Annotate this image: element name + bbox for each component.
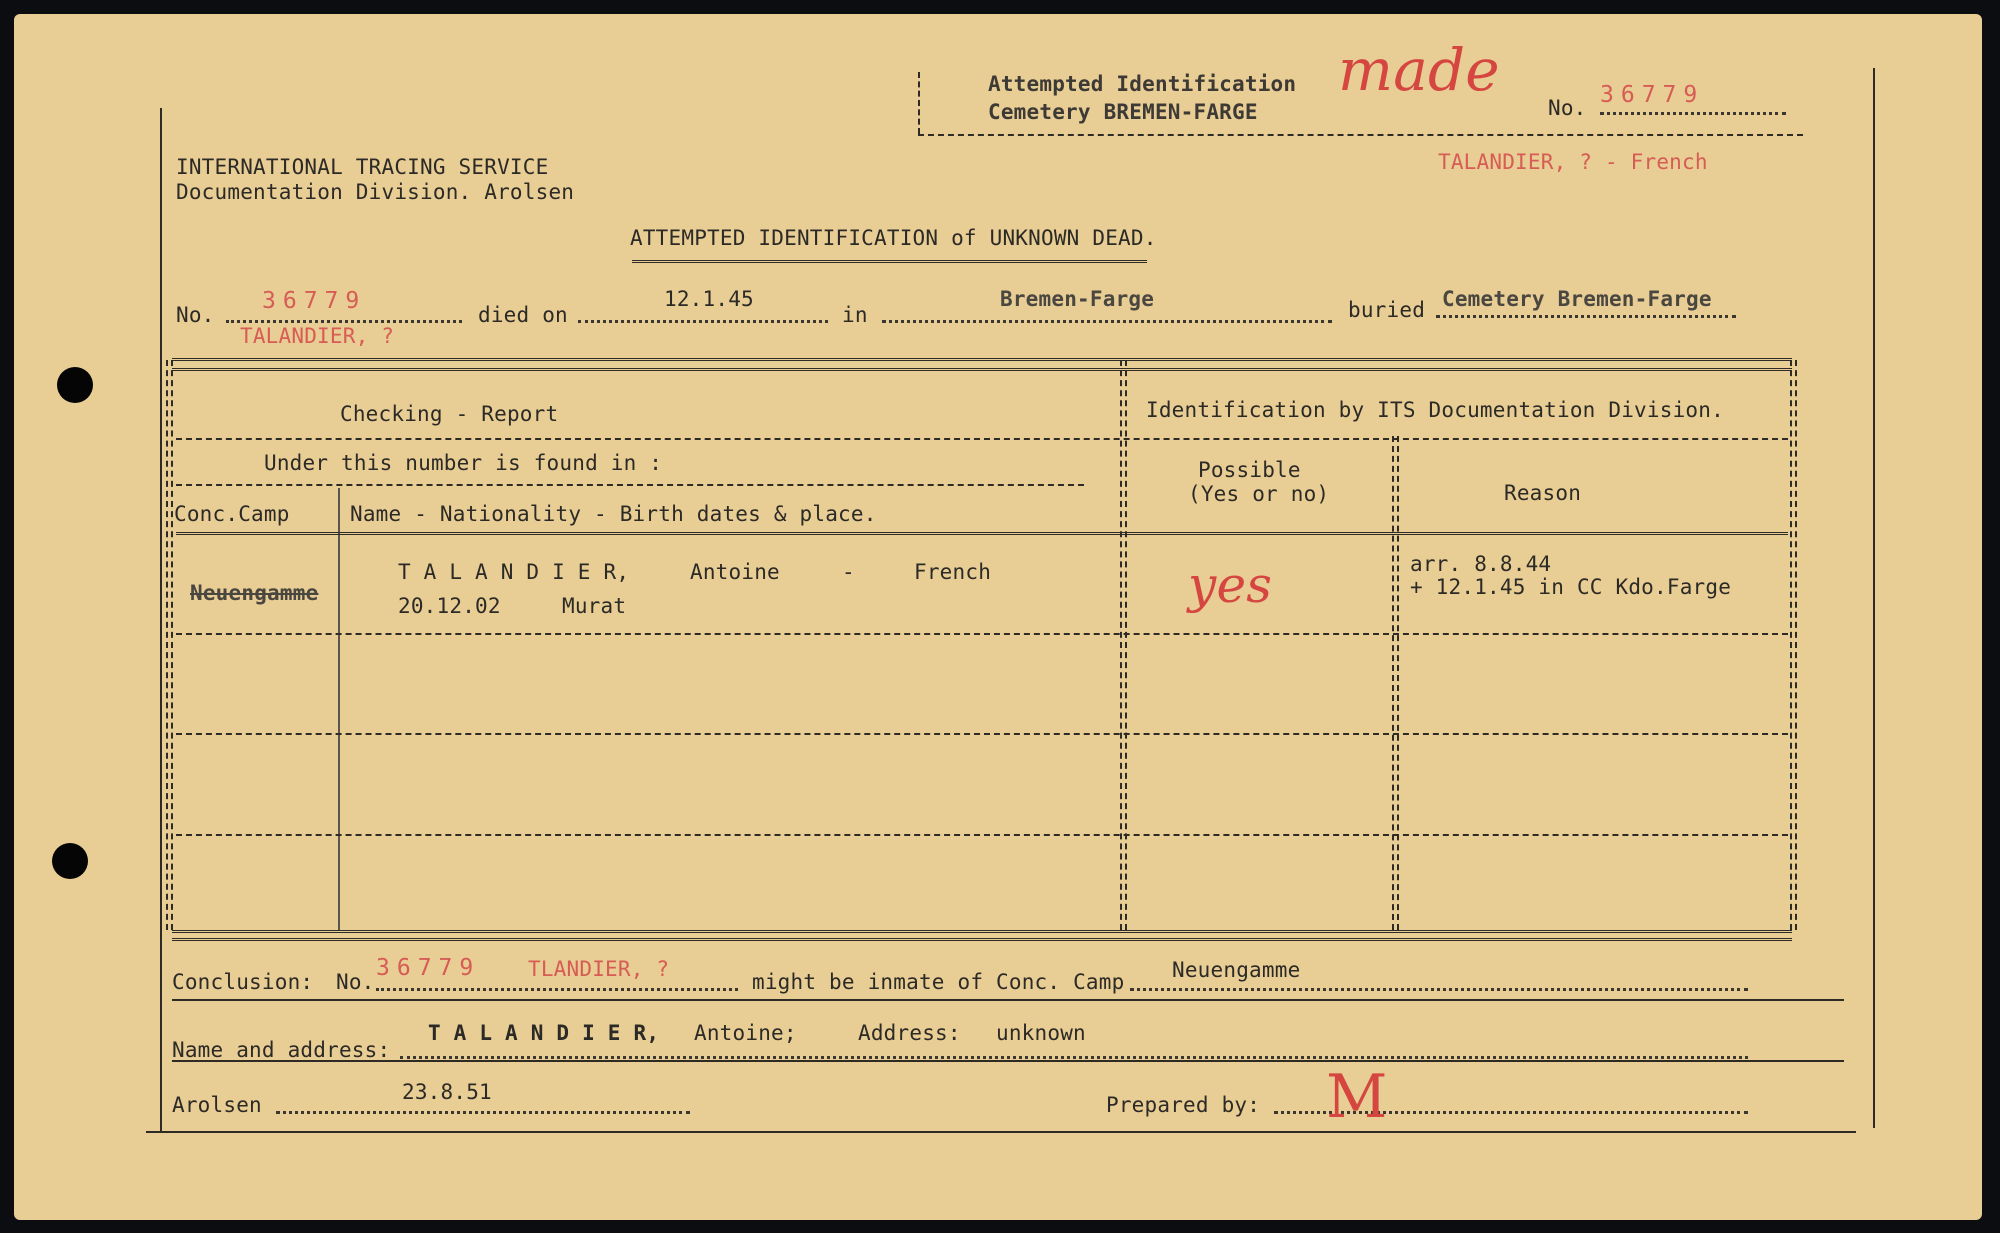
org-line1: INTERNATIONAL TRACING SERVICE — [176, 155, 549, 179]
name-address-label: Name and address: — [172, 1038, 391, 1062]
conclusion-label: Conclusion: — [172, 970, 314, 994]
footer-date: 23.8.51 — [402, 1080, 492, 1104]
name-address-address-value: unknown — [996, 1021, 1086, 1045]
checking-report-header: Checking - Report — [340, 402, 559, 426]
record-died-dots — [578, 320, 828, 323]
conclusion-no-dots — [376, 988, 738, 991]
row1-possible: yes — [1188, 556, 1273, 614]
row1-nationality: French — [914, 560, 992, 584]
name-address-surname: T A L A N D I E R, — [428, 1021, 660, 1045]
table-divider-main — [1120, 360, 1127, 930]
row-sep-3 — [176, 834, 1788, 836]
row1-birthdate: 20.12.02 — [398, 594, 501, 618]
col-header-reason: Reason — [1504, 481, 1582, 505]
row-sep-1 — [176, 633, 1788, 635]
footer-prepared-label: Prepared by: — [1106, 1093, 1261, 1117]
name-address-firstname: Antoine; — [694, 1021, 797, 1045]
header-no-value: 36779 — [1600, 82, 1705, 108]
record-in-dots — [882, 320, 1332, 323]
record-no-value: 36779 — [262, 288, 367, 314]
header-no-dots — [1600, 112, 1786, 115]
conclusion-camp-value: Neuengamme — [1172, 958, 1301, 982]
form-title: ATTEMPTED IDENTIFICATION of UNKNOWN DEAD. — [630, 226, 1157, 250]
record-red-name: TALANDIER, ? — [240, 324, 395, 348]
table-divider-possible — [1392, 436, 1399, 930]
punch-hole-top — [57, 367, 93, 403]
header-red-name: TALANDIER, ? - French — [1438, 150, 1708, 174]
record-buried-label: buried — [1348, 298, 1426, 322]
title-underline — [632, 260, 1147, 263]
record-buried-dots — [1436, 315, 1736, 318]
header-box-line1: Attempted Identification — [988, 72, 1297, 96]
row1-surname: T A L A N D I E R, — [398, 560, 630, 584]
row1-reason-2: + 12.1.45 in CC Kdo.Farge — [1410, 575, 1732, 599]
table-left-border — [166, 360, 173, 930]
conclusion-might-be: might be inmate of Conc. Camp — [752, 970, 1125, 994]
under-number-label: Under this number is found in : — [264, 451, 663, 475]
identification-header: Identification by ITS Documentation Division. — [1146, 398, 1724, 422]
under-number-sep — [176, 484, 1084, 486]
row-sep-2 — [176, 733, 1788, 735]
name-address-address-label: Address: — [858, 1021, 961, 1045]
conclusion-name-value: TLANDIER, ? — [528, 957, 670, 981]
col-header-name: Name - Nationality - Birth dates & place. — [350, 502, 877, 526]
header-box-left-line — [918, 72, 920, 134]
header-box-bottom-line — [918, 134, 1803, 136]
record-died-value: 12.1.45 — [664, 287, 754, 311]
row1-reason-1: arr. 8.8.44 — [1410, 552, 1552, 576]
name-address-underline — [172, 1060, 1844, 1062]
conclusion-underline — [172, 999, 1844, 1001]
col-header-possible-2: (Yes or no) — [1188, 482, 1330, 506]
frame-left-line — [160, 108, 162, 1133]
frame-bottom-line — [146, 1131, 1856, 1133]
table-bottom-line — [172, 930, 1792, 933]
table-bottom-line-2 — [172, 938, 1792, 941]
col-header-possible-1: Possible — [1198, 458, 1301, 482]
col-header-sep — [176, 532, 1788, 535]
table-right-border — [1790, 360, 1797, 930]
record-in-value: Bremen-Farge — [1000, 287, 1155, 311]
org-line2: Documentation Division. Arolsen — [176, 180, 575, 204]
record-in-label: in — [842, 303, 868, 327]
row1-firstname: Antoine — [690, 560, 780, 584]
record-buried-value: Cemetery Bremen-Farge — [1442, 287, 1712, 311]
table-top-line-2 — [172, 368, 1792, 371]
header-box-line2: Cemetery BREMEN-FARGE — [988, 100, 1258, 124]
row1-camp: Neuengamme — [190, 581, 319, 605]
record-no-label: No. — [176, 303, 215, 327]
footer-place: Arolsen — [172, 1093, 262, 1117]
conclusion-no-label: No. — [336, 970, 375, 994]
row1-birthplace: Murat — [562, 594, 627, 618]
table-header-sep — [176, 438, 1788, 440]
conclusion-no-value: 36779 — [376, 955, 481, 981]
table-divider-camp — [338, 488, 340, 930]
row1-dash: - — [842, 560, 855, 584]
name-address-dots — [400, 1056, 1748, 1059]
punch-hole-bottom — [52, 843, 88, 879]
handwritten-note: made — [1338, 36, 1500, 104]
frame-right-line — [1873, 68, 1875, 1128]
conclusion-camp-dots — [1130, 988, 1748, 991]
record-no-dots — [226, 320, 462, 323]
header-no-label: No. — [1548, 96, 1587, 120]
footer-initials: M — [1326, 1062, 1388, 1132]
table-top-line — [172, 358, 1792, 361]
footer-date-dots — [276, 1111, 690, 1114]
record-died-label: died on — [478, 303, 568, 327]
col-header-camp: Conc.Camp — [174, 502, 290, 526]
